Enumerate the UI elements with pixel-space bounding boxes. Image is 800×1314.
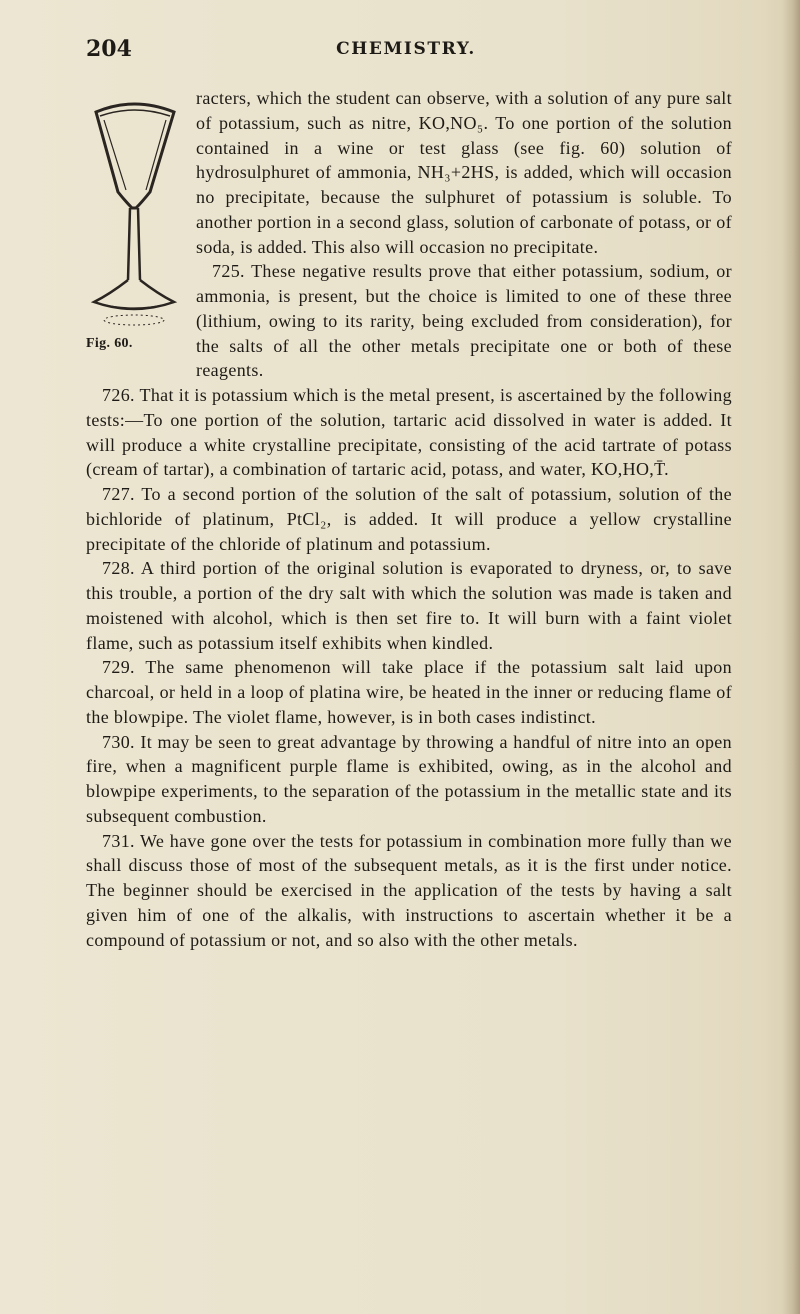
paragraph-725: 725. These negative results prove that either potassium, sodium, or ammonia, is present, but the choice is limited to one of these three (lithium, owing to its rarity, being excluded from consideration), for the salts of all the other metals precipitate one or both of these reagents. [196,261,732,381]
paragraph-intro: racters, which the student can observe, with a solution of any pure salt of potassium, such as nitre, KO,NO₅. To one portion of the solution contained in a wine or test glass (see fig. 60) solution of hydrosulphuret of ammonia, NH₃+2HS, is added, which will occasion no precipitate, because the sulphuret of potassium is soluble. To another portion in a second glass, solution of carbonate of potass, or of soda, is added. This also will occasion no precipitate. [196,88,732,257]
paragraph-731: 731. We have gone over the tests for potassium in combination more fully than we shall discuss those of most of the subsequent metals, as it is the first under notice. The beginner should be exercised in the application of the tests by having a salt given him of one of the alkalis, with instructions to ascertain whether it be a compound of potassium or not, and so also with the other metals. [86,830,732,950]
paragraph-726: 726. That it is potassium which is the metal present, is ascertained by the following tests:—To one portion of the solution, tartaric acid dissolved in water is added. It will produce a white crystalline precipitate, consisting of the acid tartrate of potass (cream of tartar), a combination of tartaric acid, potass, and water, KO,HO,T̄. [86,385,732,480]
running-title: CHEMISTRY. [336,39,476,59]
page-number: 204 [86,36,132,62]
wine-glass-icon [90,90,178,330]
running-header [86,36,726,66]
figure-caption: Fig. 60. [86,336,133,351]
paragraph-730: 730. It may be seen to great advantage by throwing a handful of nitre into an open fire, when a magnificent purple flame is exhibited, owing, as in the alcohol and blowpipe experiments, to the separation of the potassium in the metallic state and its subsequent combustion. [86,731,732,826]
paragraph-728: 728. A third portion of the original solution is evaporated to dryness, or, to save this trouble, a portion of the dry salt with which the solution was made is taken and moistened with alcohol, which is then set fire to. It will burn with a faint violet flame, such as potassium itself exhibits when kindled. [86,558,732,653]
page-edge-shadow [782,0,800,1314]
paragraph-729: 729. The same phenomenon will take place if the potassium salt laid upon charcoal, or held in a loop of platina wire, be heated in the inner or reducing flame of the blowpipe. The violet flame, however, is in both cases indistinct. [86,657,732,727]
page-body [86,86,732,952]
figure-60 [86,86,184,360]
paragraph-727: 727. To a second portion of the solution of the salt of potassium, solution of the bichloride of platinum, PtCl₂, is added. It will produce a yellow crystalline precipitate of the chloride of platinum and potassium. [86,484,732,554]
